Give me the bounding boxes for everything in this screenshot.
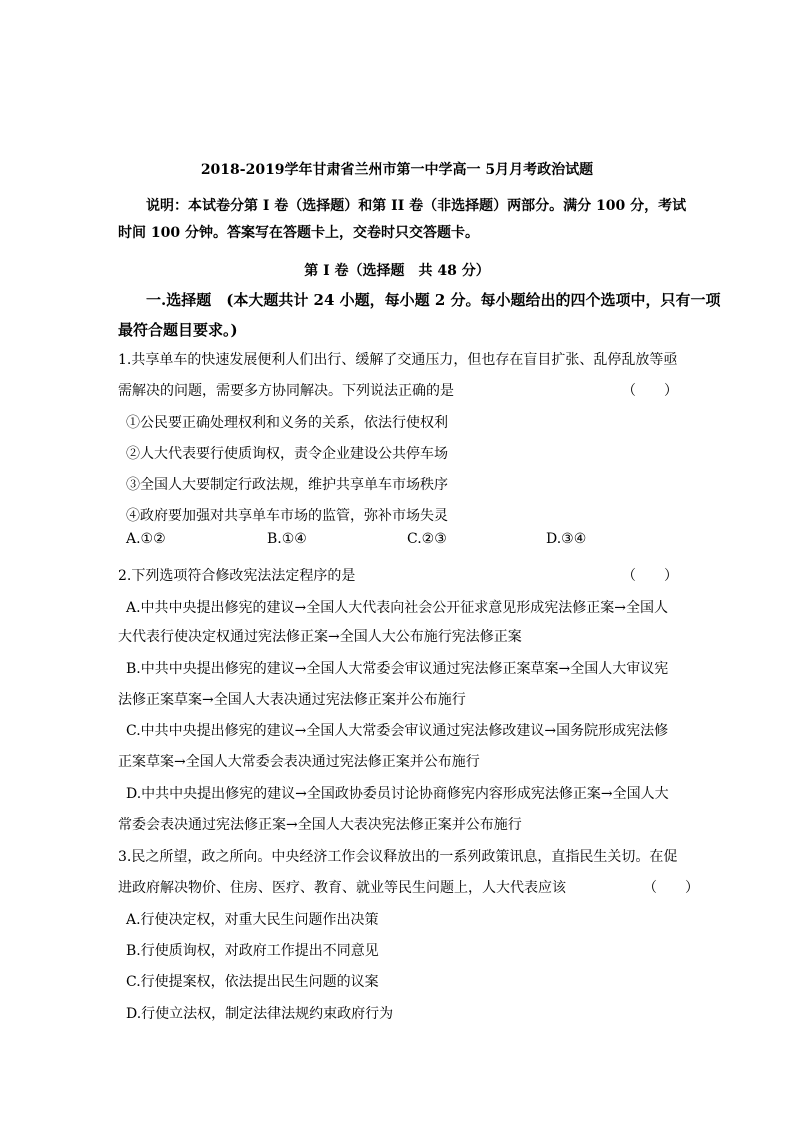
q2-option-d-line-2: 常委会表决通过宪法修正案→全国人大表决宪法修正案并公布施行	[118, 817, 522, 833]
q2-option-b-line-2: 法修正案草案→全国人大表决通过宪法修正案并公布施行	[118, 692, 466, 708]
q1-statement-3: ③全国人大要制定行政法规，维护共享单车市场秩序	[126, 477, 448, 493]
section-heading-line-2: 最符合题目要求。)	[118, 321, 238, 339]
q1-stem-line-1: 1.共享单车的快速发展便利人们出行、缓解了交通压力，但也存在盲目扩张、乱停乱放等亟	[118, 352, 678, 368]
instructions-line-2: 时间 100 分钟。答案写在答题卡上，交卷时只交答题卡。	[118, 225, 479, 241]
q2-option-a-line-1: A.中共中央提出修宪的建议→全国人大代表向社会公开征求意见形成宪法修正案→全国人	[126, 600, 669, 616]
document-title: 2018-2019学年甘肃省兰州市第一中学高一 5月月考政治试题	[200, 162, 594, 178]
q1-choice-c: C.②③	[407, 531, 447, 547]
q2-stem: 2.下列选项符合修改宪法法定程序的是	[118, 568, 356, 584]
q1-statement-2: ②人大代表要行使质询权，责令企业建设公共停车场	[126, 446, 448, 462]
instructions-line-1: 说明：本试卷分第 I 卷（选择题）和第 II 卷（非选择题）两部分。满分 100 分，考试	[146, 198, 687, 214]
q1-choice-a: A.①②	[126, 531, 166, 547]
q1-choice-d: D.③④	[546, 531, 587, 547]
q3-stem-line-2: 进政府解决物价、住房、医疗、教育、就业等民生问题上，人大代表应该	[118, 880, 566, 896]
q3-option-d: D.行使立法权，制定法律法规约束政府行为	[126, 1006, 394, 1022]
q2-option-a-line-2: 大代表行使决定权通过宪法修正案→全国人大公布施行宪法修正案	[118, 629, 522, 645]
q2-option-c-line-2: 正案草案→全国人大常委会表决通过宪法修正案并公布施行	[118, 754, 480, 770]
q3-option-b: B.行使质询权，对政府工作提出不同意见	[126, 943, 379, 959]
q2-option-d-line-1: D.中共中央提出修宪的建议→全国政协委员讨论协商修宪内容形成宪法修正案→全国人大	[126, 786, 669, 802]
q1-choice-b: B.①④	[267, 531, 307, 547]
q2-answer-paren: （ ）	[622, 568, 678, 584]
q1-statement-1: ①公民要正确处理权利和义务的关系，依法行使权利	[126, 415, 448, 431]
q3-option-a: A.行使决定权，对重大民生问题作出决策	[126, 912, 379, 928]
q2-option-c-line-1: C.中共中央提出修宪的建议→全国人大常委会审议通过宪法修改建议→国务院形成宪法修	[126, 723, 669, 739]
part1-heading: 第 I 卷（选择题 共 48 分）	[304, 263, 490, 279]
q3-option-c: C.行使提案权，依法提出民生问题的议案	[126, 974, 379, 990]
q1-stem-line-2: 需解决的问题，需要多方协同解决。下列说法正确的是	[118, 383, 454, 399]
q3-stem-line-1: 3.民之所望，政之所向。中央经济工作会议释放出的一系列政策讯息，直指民生关切。在促	[118, 849, 678, 865]
section-heading-line-1: 一.选择题 (本大题共计 24 小题，每小题 2 分。每小题给出的四个选项中，只有一项	[146, 291, 721, 309]
q2-option-b-line-1: B.中共中央提出修宪的建议→全国人大常委会审议通过宪法修正案草案→全国人大审议宪	[126, 661, 669, 677]
q1-statement-4: ④政府要加强对共享单车市场的监管，弥补市场失灵	[126, 508, 448, 524]
q1-answer-paren: （ ）	[622, 383, 678, 399]
q3-answer-paren: （ ）	[643, 880, 699, 896]
